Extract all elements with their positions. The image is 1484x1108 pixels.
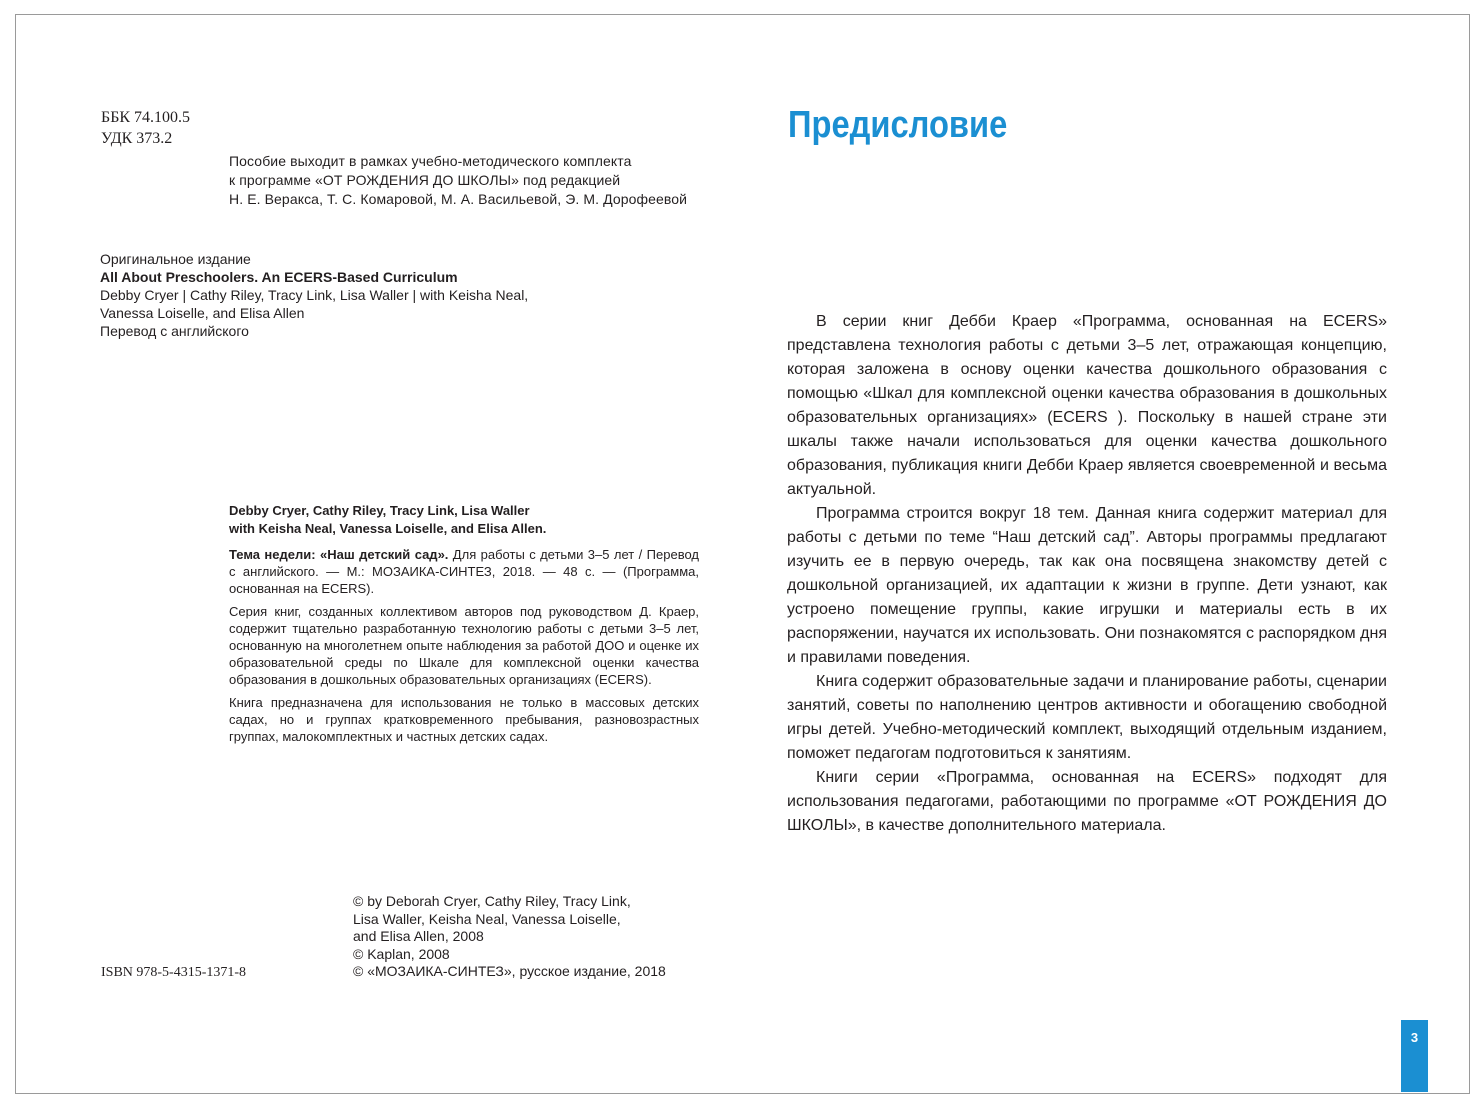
- preface-paragraph: Программа строится вокруг 18 тем. Данная книга содержит материал для работы с детьми по теме “Наш детский сад”. Авторы программы предлагают изучить ее в первую очередь, так как она посвящена знакомству детей с дошкольной организацией, их адаптации к жизни в группе. Дети узнают, как устроено помещение группы, какие игрушки и материалы есть в их распоряжении, научатся их использовать. Они познакомятся с распорядком дня и правилами поведения.: [787, 505, 1387, 666]
- original-title: All About Preschoolers. An ECERS-Based Curriculum: [100, 269, 458, 285]
- page-number-tab: [1401, 1020, 1428, 1092]
- udk-code: УДК 373.2: [101, 130, 173, 147]
- copyright-line: © Kaplan, 2008: [353, 945, 450, 962]
- preface-body: [787, 310, 1387, 838]
- abstract-block: [229, 502, 699, 751]
- series-note-line: Н. Е. Веракса, Т. С. Комаровой, М. А. Васильевой, Э. М. Дорофеевой: [229, 191, 688, 207]
- copyright-line: and Elisa Allen, 2008: [353, 928, 484, 944]
- isbn: ISBN 978-5-4315-1371-8: [101, 965, 247, 980]
- copyright-block: [353, 893, 666, 981]
- original-authors-line: Vanessa Loiselle, and Elisa Allen: [100, 305, 305, 321]
- abstract-lead: Тема недели: «Наш детский сад».: [229, 547, 449, 562]
- page-title: Предисловие: [788, 104, 1008, 146]
- original-authors-line: Debby Cryer | Cathy Riley, Tracy Link, Lisa Waller | with Keisha Neal,: [100, 287, 529, 303]
- copyright-line: Lisa Waller, Keisha Neal, Vanessa Loiselle,: [353, 910, 621, 927]
- original-edition-label: Оригинальное издание: [100, 251, 251, 267]
- abstract-authors-line: with Keisha Neal, Vanessa Loiselle, and Elisa Allen.: [229, 521, 547, 536]
- preface-paragraph: В серии книг Дебби Краер «Программа, основанная на ECERS» представлена технология работы с детьми 3–5 лет, отражающая концепцию, которая заложена в основу оценки качества дошкольного образования с помощью «Шкал для комплексной оценки качества образования в дошкольных образовательных организациях» (ECERS ). Поскольку в нашей стране эти шкалы также начали использоваться для оценки качества дошкольного образования, публикация книги Дебби Краер является своевременной и весьма актуальной.: [787, 313, 1387, 498]
- translation-note: Перевод с английского: [100, 323, 249, 339]
- series-note: [229, 152, 687, 209]
- original-edition-block: [100, 250, 528, 340]
- series-note-line: к программе «ОТ РОЖДЕНИЯ ДО ШКОЛЫ» под редакцией: [229, 172, 621, 188]
- series-note-line: Пособие выходит в рамках учебно-методического комплекта: [229, 153, 632, 169]
- abstract-authors: [229, 502, 699, 538]
- copyright-line: © by Deborah Cryer, Cathy Riley, Tracy Link,: [353, 893, 631, 909]
- abstract-rest: Для работы с детьми 3–5 лет / Перевод с английского. — М.: МОЗАИКА-СИНТЕЗ, 2018. — 48 с. — (Программа, основанная на ECERS).: [229, 547, 699, 596]
- preface-paragraph: Книги серии «Программа, основанная на ECERS» подходят для использования педагогами, работающими по программе «ОТ РОЖДЕНИЯ ДО ШКОЛЫ», в качестве дополнительного материала.: [787, 769, 1387, 834]
- classification-codes: [101, 107, 190, 149]
- page-number: 3: [1410, 1030, 1419, 1045]
- abstract-paragraph: Книга предназначена для использования не только в массовых детских садах, но и группах кратковременного пребывания, разновозрастных группах, малокомплектных и частных детских садах.: [229, 695, 699, 744]
- copyright-line: © «МОЗАИКА-СИНТЕЗ», русское издание, 2018: [353, 963, 666, 979]
- preface-paragraph: Книга содержит образовательные задачи и планирование работы, сценарии занятий, советы по наполнению центров активности и обогащению свободной игры детей. Учебно-методический комплект, выходящий отдельным изданием, поможет педагогам подготовиться к занятиям.: [787, 673, 1387, 762]
- abstract-paragraph: [229, 546, 699, 597]
- bbk-code: ББК 74.100.5: [101, 109, 191, 126]
- abstract-paragraph: Серия книг, созданных коллективом авторов под руководством Д. Краер, содержит тщательно разработанную технологию работы с детьми 3–5 лет, основанную на многолетнем опыте наблюдения за работой ДОО и оценке их образовательной среды по Шкале для комплексной оценки качества образования в дошкольных образовательных организациях (ECERS).: [229, 604, 699, 687]
- abstract-authors-line: Debby Cryer, Cathy Riley, Tracy Link, Lisa Waller: [229, 503, 530, 518]
